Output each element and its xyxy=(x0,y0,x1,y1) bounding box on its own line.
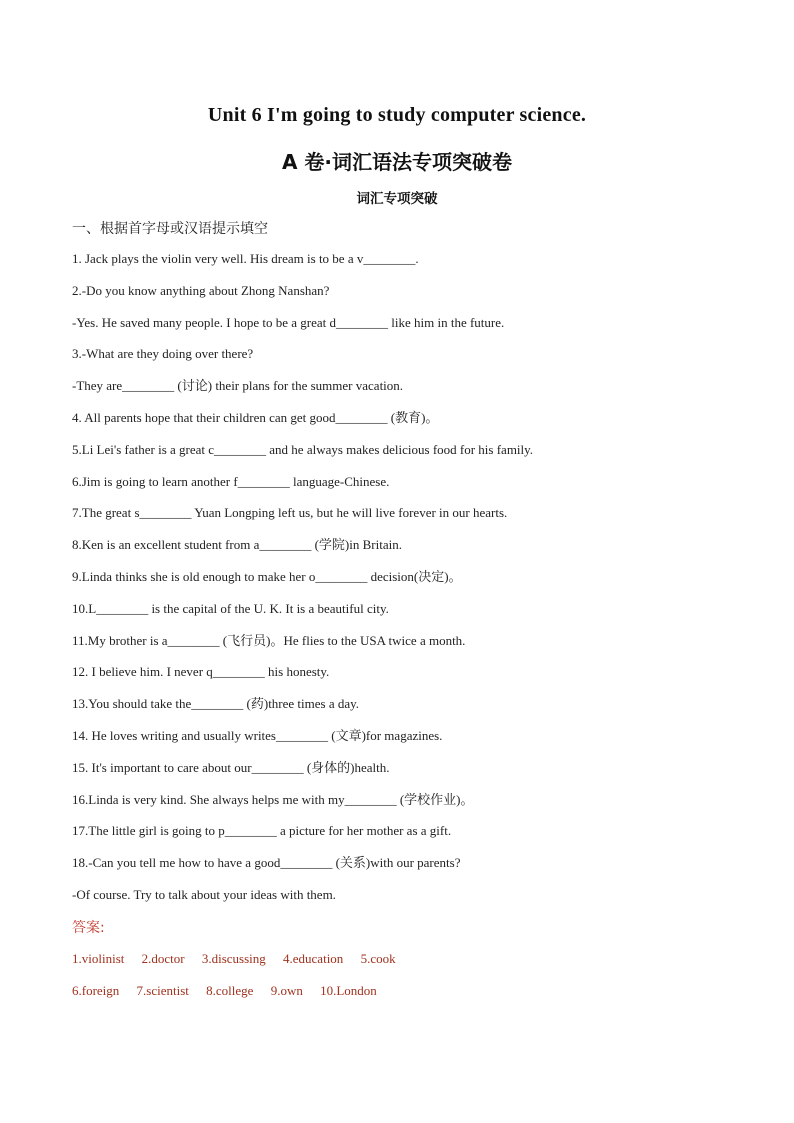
answer-item: 2.doctor xyxy=(141,951,185,966)
question-line: 9.Linda thinks she is old enough to make her o________ decision(决定)。 xyxy=(72,568,462,584)
page-subtitle: A 卷·词汇语法专项突破卷 xyxy=(281,150,513,174)
answer-item: 6.foreign xyxy=(72,983,120,998)
answer-row-2 xyxy=(72,981,410,1013)
answer-item: 7.scientist xyxy=(136,983,189,998)
question-line: 14. He loves writing and usually writes________ (文章)for magazines. xyxy=(72,727,443,743)
answer-label: 答案: xyxy=(72,920,105,936)
page-title: Unit 6 I'm going to study computer science. xyxy=(207,104,587,126)
answer-item: 9.own xyxy=(270,983,303,998)
question-line: -Yes. He saved many people. I hope to be a great d________ like him in the future. xyxy=(72,314,505,330)
question-line: 13.You should take the________ (药)three times a day. xyxy=(72,696,360,712)
question-line: -They are________ (讨论) their plans for the summer vacation. xyxy=(72,378,404,394)
question-line: 4. All parents hope that their children can get good________ (教育)。 xyxy=(72,409,439,425)
question-line: 3.-What are they doing over there? xyxy=(72,346,254,362)
question-list xyxy=(72,249,732,917)
answer-item: 8.college xyxy=(206,983,254,998)
question-line: 10.L________ is the capital of the U. K. It is a beautiful city. xyxy=(72,600,389,616)
answer-row-1 xyxy=(72,949,410,981)
question-line: 1. Jack plays the violin very well. His dream is to be a v________. xyxy=(72,251,419,266)
question-line: 6.Jim is going to learn another f________ language-Chinese. xyxy=(72,473,390,489)
answer-item: 1.violinist xyxy=(72,951,125,966)
question-line: 16.Linda is very kind. She always helps me with my________ (学校作业)。 xyxy=(72,791,474,807)
question-line: -Of course. Try to talk about your ideas with them. xyxy=(72,886,336,902)
question-line: 11.My brother is a________ (飞行员)。He flies to the USA twice a month. xyxy=(72,632,466,648)
question-line: 12. I believe him. I never q________ his honesty. xyxy=(72,664,330,680)
question-line: 2.-Do you know anything about Zhong Nanshan? xyxy=(72,282,330,298)
question-line: 8.Ken is an excellent student from a________ (学院)in Britain. xyxy=(72,537,402,553)
answer-item: 3.discussing xyxy=(201,951,266,966)
part-heading: 一、根据首字母或汉语提示填空 xyxy=(72,221,268,237)
answer-item: 4.education xyxy=(283,951,344,966)
answer-list xyxy=(72,949,410,1013)
question-line: 18.-Can you tell me how to have a good________ (关系)with our parents? xyxy=(72,855,461,871)
question-line: 5.Li Lei's father is a great c________ and he always makes delicious food for his family. xyxy=(72,441,534,457)
section-title: 词汇专项突破 xyxy=(356,191,438,207)
question-line: 17.The little girl is going to p________ a picture for her mother as a gift. xyxy=(72,823,452,839)
question-line: 15. It's important to care about our________ (身体的)health. xyxy=(72,759,390,775)
answer-item: 10.London xyxy=(320,983,377,998)
answer-item: 5.cook xyxy=(360,951,396,966)
question-line: 7.The great s________ Yuan Longping left us, but he will live forever in our hearts. xyxy=(72,505,508,521)
